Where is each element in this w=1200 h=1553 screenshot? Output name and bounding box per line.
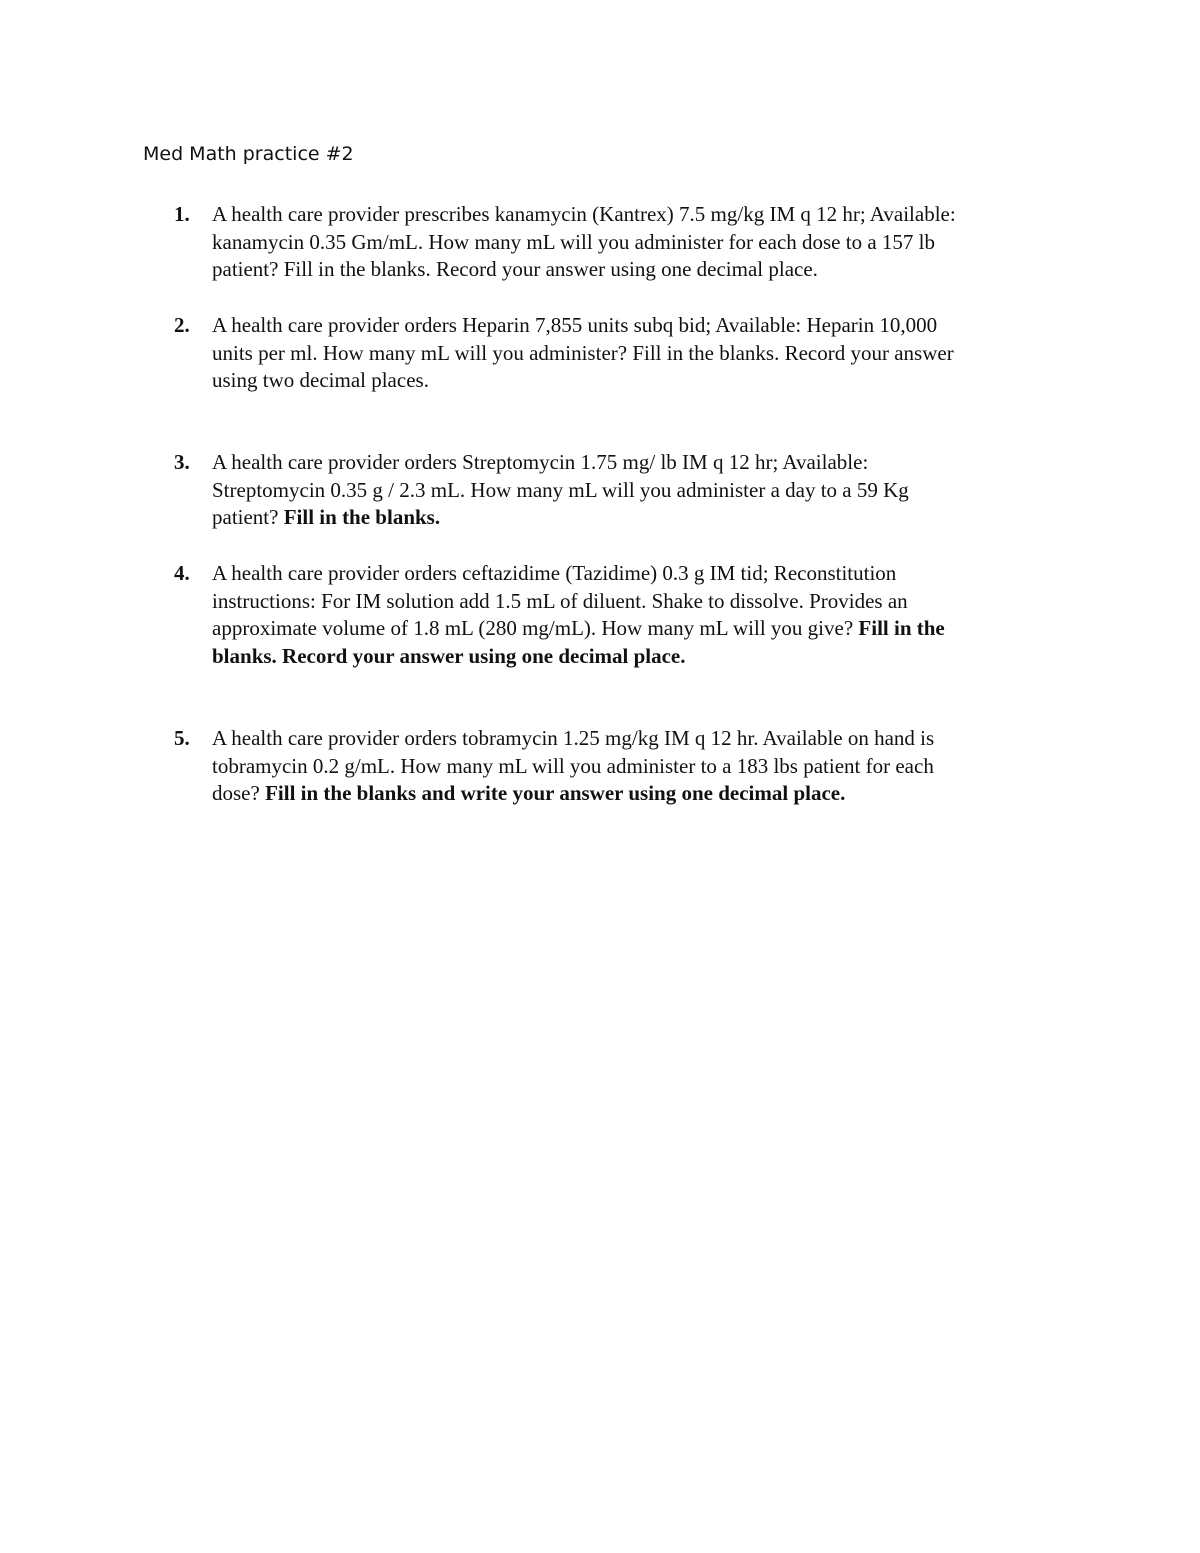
text-line: A health care provider orders Streptomycin 1.75 mg/ lb IM q 12 hr; Available: — [212, 450, 869, 474]
question-number: 1. — [174, 202, 190, 226]
text-line: patient? Fill in the blanks. Record your answer using one decimal place. — [212, 257, 818, 281]
text-line: Streptomycin 0.35 g / 2.3 mL. How many mL will you administer a day to a 59 Kg — [212, 477, 909, 502]
question-text — [212, 449, 1092, 532]
text-line: instructions: For IM solution add 1.5 mL of diluent. Shake to dissolve. Provides an — [212, 588, 908, 613]
text-line: A health care provider prescribes kanamycin (Kantrex) 7.5 mg/kg IM q 12 hr; Available: — [212, 202, 956, 226]
text-line: patient? Fill in the blanks. — [212, 505, 441, 529]
text-line: approximate volume of 1.8 mL (280 mg/mL). How many mL will you give? Fill in the — [212, 616, 945, 640]
question-text — [212, 725, 1092, 808]
text-line: A health care provider orders tobramycin 1.25 mg/kg IM q 12 hr. Available on hand is — [212, 726, 935, 750]
text-line: A health care provider orders Heparin 7,855 units subq bid; Available: Heparin 10,000 — [212, 313, 938, 337]
question-text — [212, 312, 1092, 395]
question-number: 2. — [174, 313, 190, 337]
question-number: 3. — [174, 450, 190, 474]
text-line: tobramycin 0.2 g/mL. How many mL will you administer to a 183 lbs patient for each — [212, 753, 934, 778]
text-line: using two decimal places. — [212, 368, 429, 392]
question-number: 5. — [174, 726, 190, 750]
text-line: A health care provider orders ceftazidime (Tazidime) 0.3 g IM tid; Reconstitution — [212, 561, 897, 585]
question-text — [212, 201, 1092, 284]
text-line: kanamycin 0.35 Gm/mL. How many mL will you administer for each dose to a 157 lb — [212, 229, 935, 254]
text-line: units per ml. How many mL will you administer? Fill in the blanks. Record your answer — [212, 340, 954, 365]
question-number: 4. — [174, 561, 190, 585]
question-text — [212, 560, 1092, 670]
page-title: Med Math practice #2 — [143, 143, 354, 165]
text-line: blanks. Record your answer using one decimal place. — [212, 643, 686, 668]
text-line: dose? Fill in the blanks and write your answer using one decimal place. — [212, 781, 846, 805]
